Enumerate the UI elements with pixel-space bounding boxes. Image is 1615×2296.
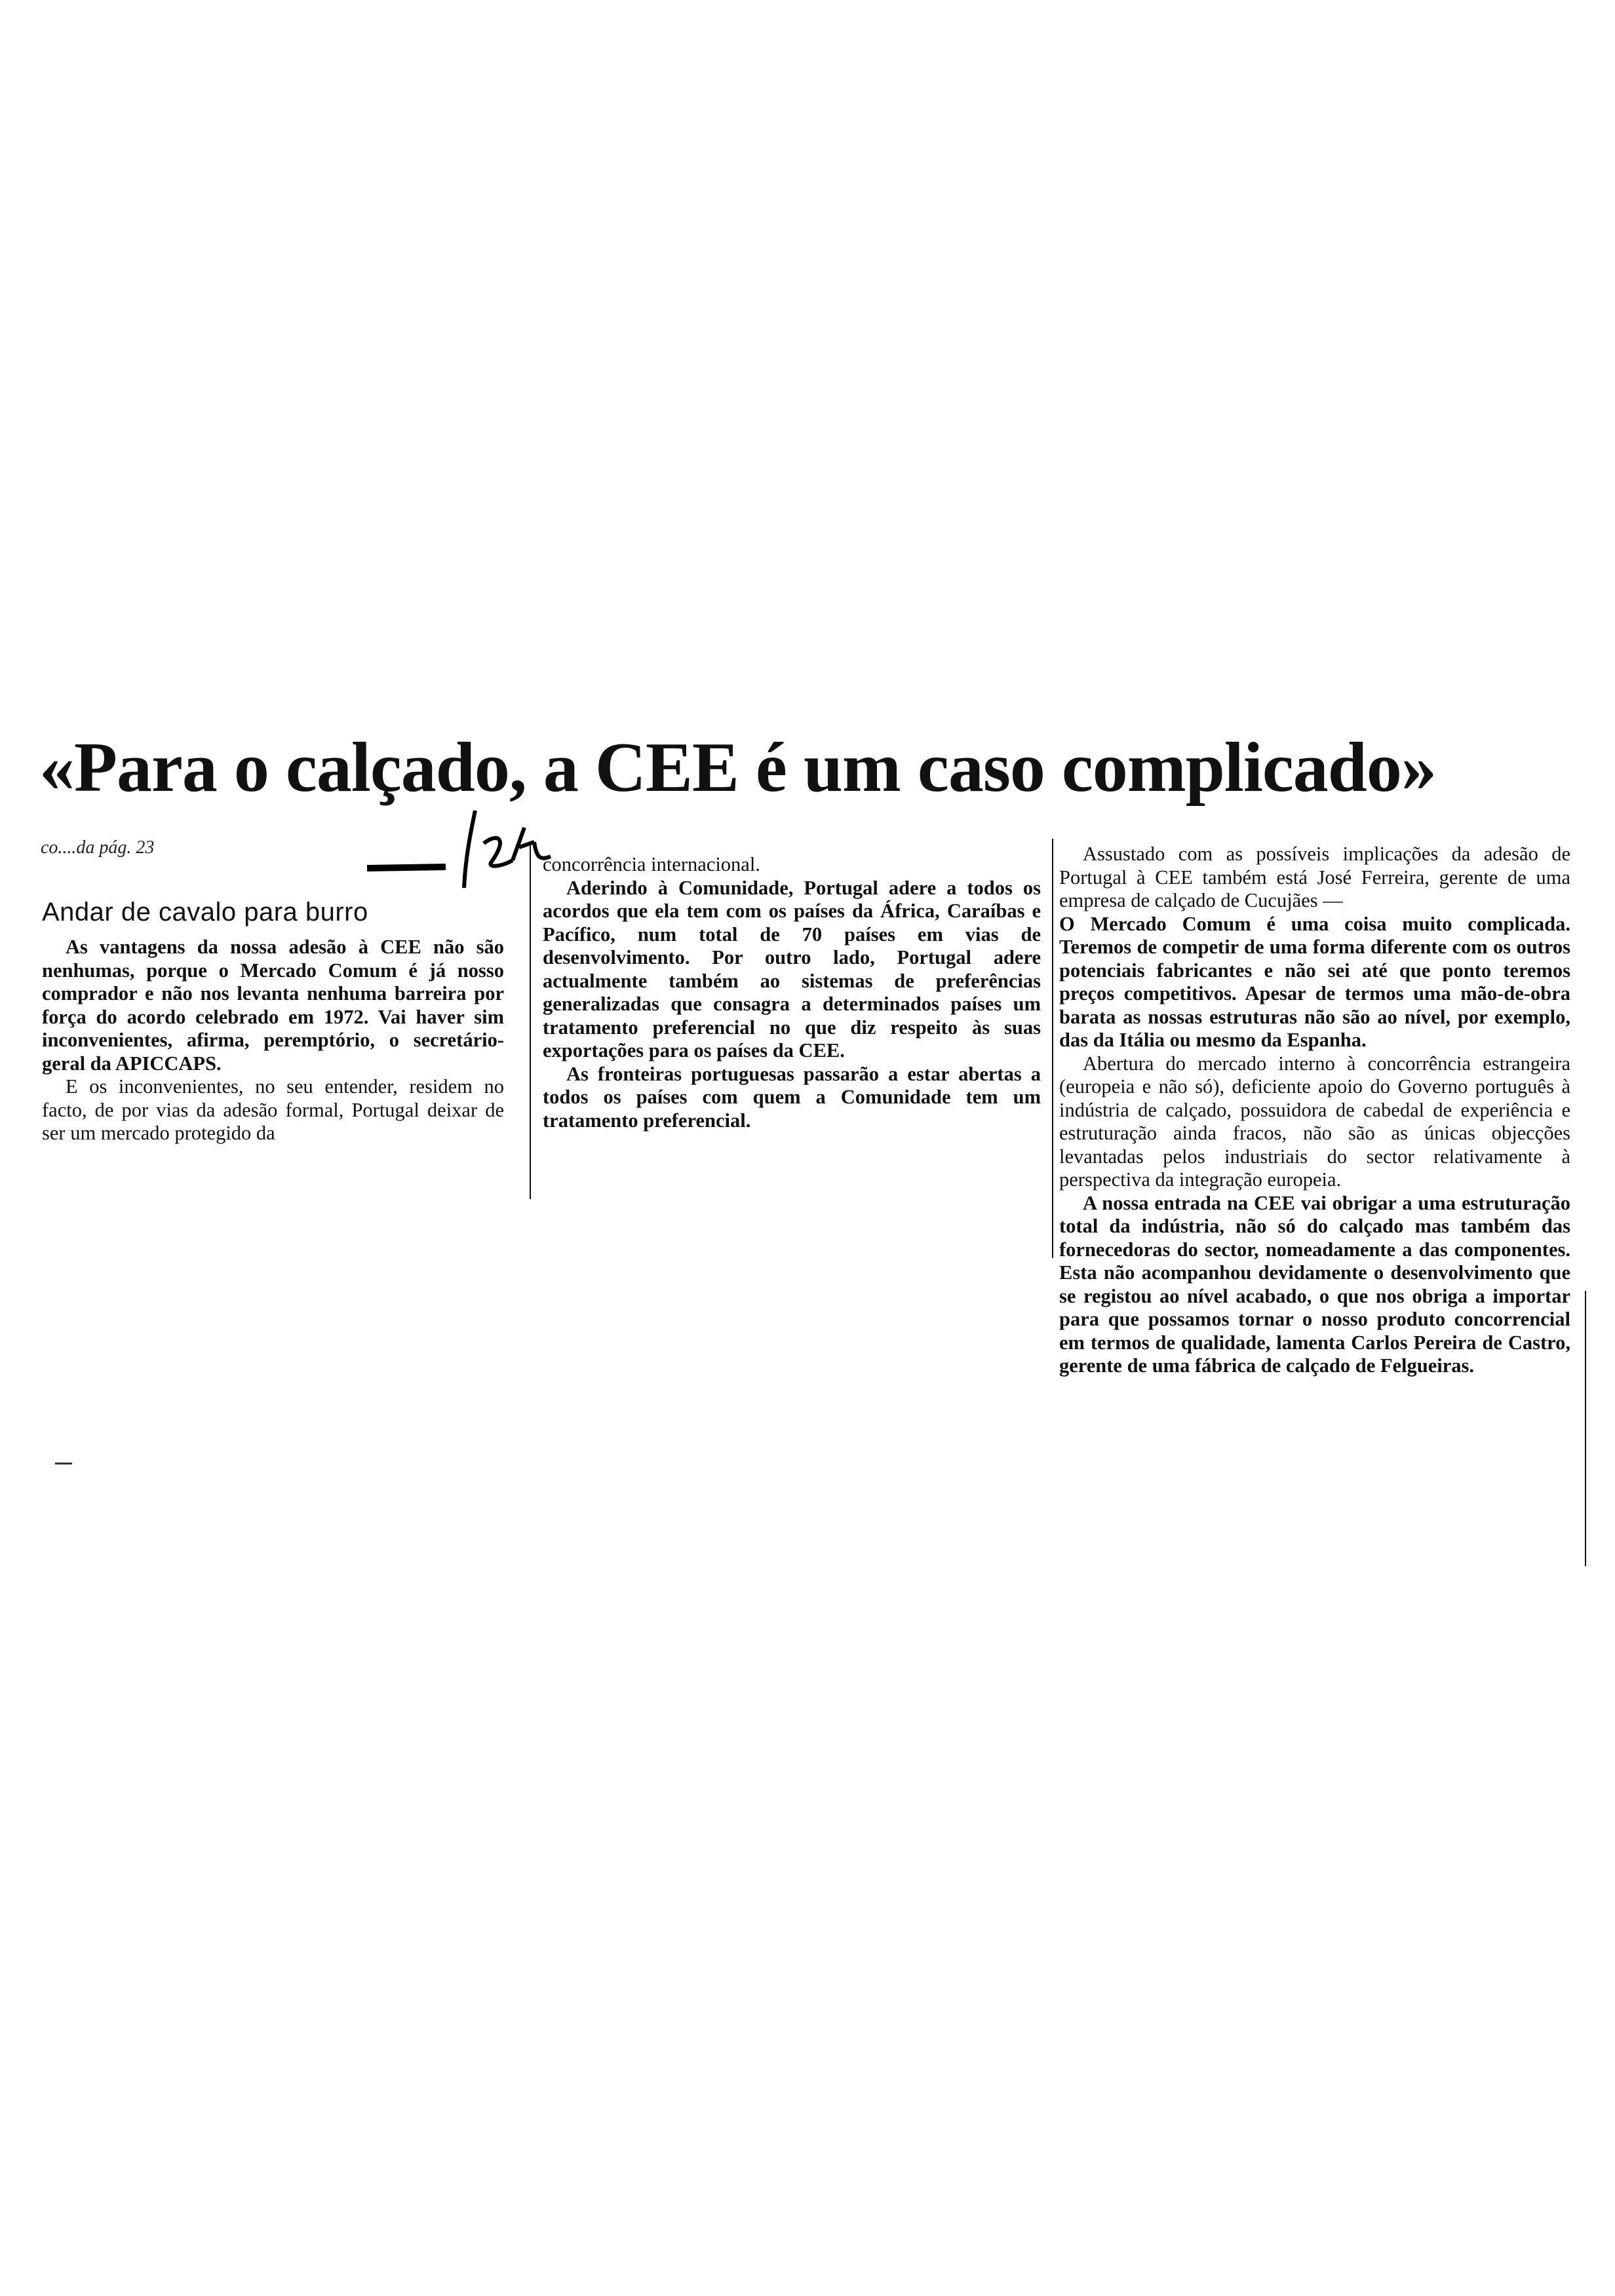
paragraph: concorrência internacional. (543, 853, 760, 875)
continuation-note: co....da pág. 23 (41, 837, 155, 858)
paragraph: As vantagens da nossa adesão à CEE não são nenhumas, porque o Mercado Comum é já nosso comprador e não nos levanta nenhuma barreira por força do acordo celebrado em 1972. Vai haver sim inconvenientes, afirma, peremptório, o secretário-geral da APICCAPS. (42, 936, 504, 1075)
column-divider (1585, 1291, 1586, 1566)
stray-mark (55, 1463, 72, 1464)
article-column-2 (543, 853, 1041, 1132)
paragraph: Aderindo à Comunidade, Portugal adere a todos os acordos que ela tem com os países da África, Caraíbas e Pacífico, num total de 70 países em vias de desenvolvimento. Por outro lado, Portugal adere actualmente também ao sistemas de preferências generalizadas que consagra a determinados países um tratamento preferencial no que diz respeito às suas exportações para os países da CEE. (543, 876, 1041, 1062)
paragraph: As fronteiras portuguesas passarão a estar abertas a todos os países com quem a Comunidade tem um tratamento preferencial. (543, 1062, 1041, 1132)
article-headline: «Para o calçado, a CEE é um caso complicado» (39, 729, 1436, 807)
paragraph: O Mercado Comum é uma coisa muito complicada. Teremos de competir de uma forma diferente com os outros potenciais fabricantes e não sei até que ponto teremos preços competitivos. Apesar de termos uma mão-de-obra barata as nossas estruturas não são ao nível, por exemplo, das da Itália ou mesmo da Espanha. (1059, 912, 1570, 1051)
column-divider (1052, 839, 1053, 1258)
paragraph: E os inconvenientes, no seu entender, residem no facto, de por vias da adesão formal, Portugal deixar de ser um mercado protegido da (42, 1075, 504, 1144)
paragraph: A nossa entrada na CEE vai obrigar a uma estruturação total da indústria, não só do calçado mas também das fornecedoras do sector, nomeadamente a das componentes. Esta não acompanhou devidamente o desenvolvimento que se registou ao nível acabado, o que nos obriga a importar para que possamos tornar o nosso produto concorrencial em termos de qualidade, lamenta Carlos Pereira de Castro, gerente de uma fábrica de calçado de Felgueiras. (1059, 1191, 1570, 1377)
paragraph: Assustado com as possíveis implicações da adesão de Portugal à CEE também está José Ferreira, gerente de uma empresa de calçado de Cucujães — (1059, 843, 1570, 911)
article-column-3 (1059, 843, 1570, 1378)
article-subheading: Andar de cavalo para burro (42, 898, 368, 927)
article-column-1 (42, 936, 504, 1145)
column-divider (530, 845, 531, 1199)
paragraph: Abertura do mercado interno à concorrência estrangeira (europeia e não só), deficiente apoio do Governo português à indústria de calçado, possuidora de cabedal de experiência e estruturação ainda fracos, não são as únicas objecções levantadas pelos industriais do sector relativamente à perspectiva da integração europeia. (1059, 1052, 1570, 1191)
